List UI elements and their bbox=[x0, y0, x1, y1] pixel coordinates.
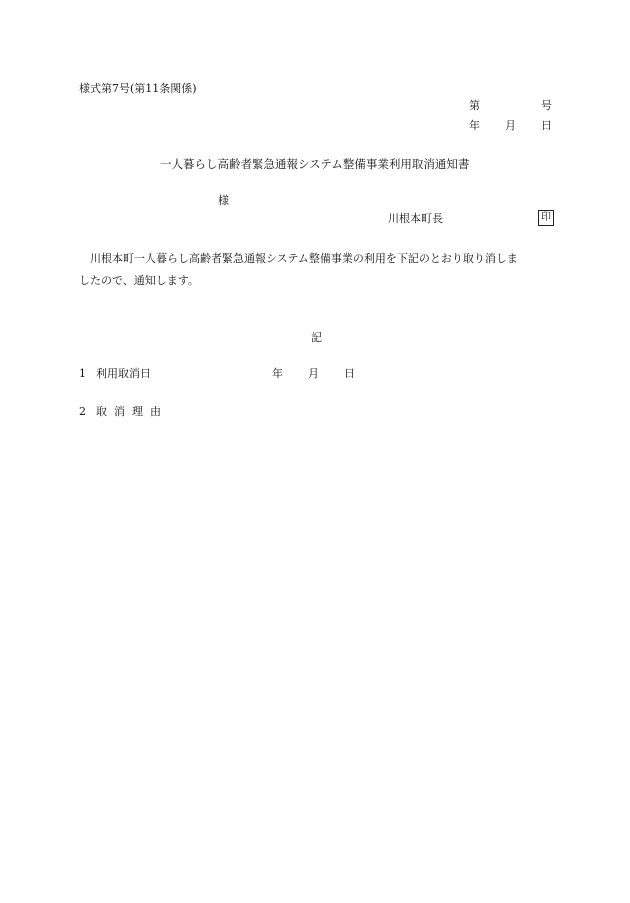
date-year: 年 bbox=[469, 119, 480, 132]
number-prefix: 第 bbox=[469, 99, 480, 112]
recipient-honorific: 様 bbox=[218, 194, 229, 207]
item-label: 取消理由 bbox=[96, 405, 168, 418]
item-label: 利用取消日 bbox=[96, 367, 151, 380]
number-suffix: 号 bbox=[541, 99, 552, 112]
item-date-year: 年 bbox=[272, 367, 283, 380]
item-cancellation-reason bbox=[79, 405, 168, 419]
document-title: 一人暮らし高齢者緊急通報システム整備事業利用取消通知書 bbox=[160, 157, 470, 171]
item-date-day: 日 bbox=[344, 367, 355, 380]
item-number: 2 bbox=[79, 405, 86, 418]
item-number: 1 bbox=[79, 367, 86, 380]
date-month: 月 bbox=[505, 119, 516, 132]
body-line-1: 川根本町一人暮らし高齢者緊急通報システム整備事業の利用を下記のとおり取り消しま bbox=[90, 252, 518, 265]
body-line-2: したので、通知します。 bbox=[79, 274, 199, 287]
item-date-month: 月 bbox=[308, 367, 319, 380]
date-day: 日 bbox=[541, 119, 552, 132]
sender-name: 川根本町長 bbox=[388, 212, 443, 225]
form-number: 様式第7号(第11条関係) bbox=[79, 82, 197, 95]
body-paragraph bbox=[79, 248, 553, 292]
seal-mark: 印 bbox=[538, 210, 554, 226]
ki-heading: 記 bbox=[311, 331, 322, 344]
